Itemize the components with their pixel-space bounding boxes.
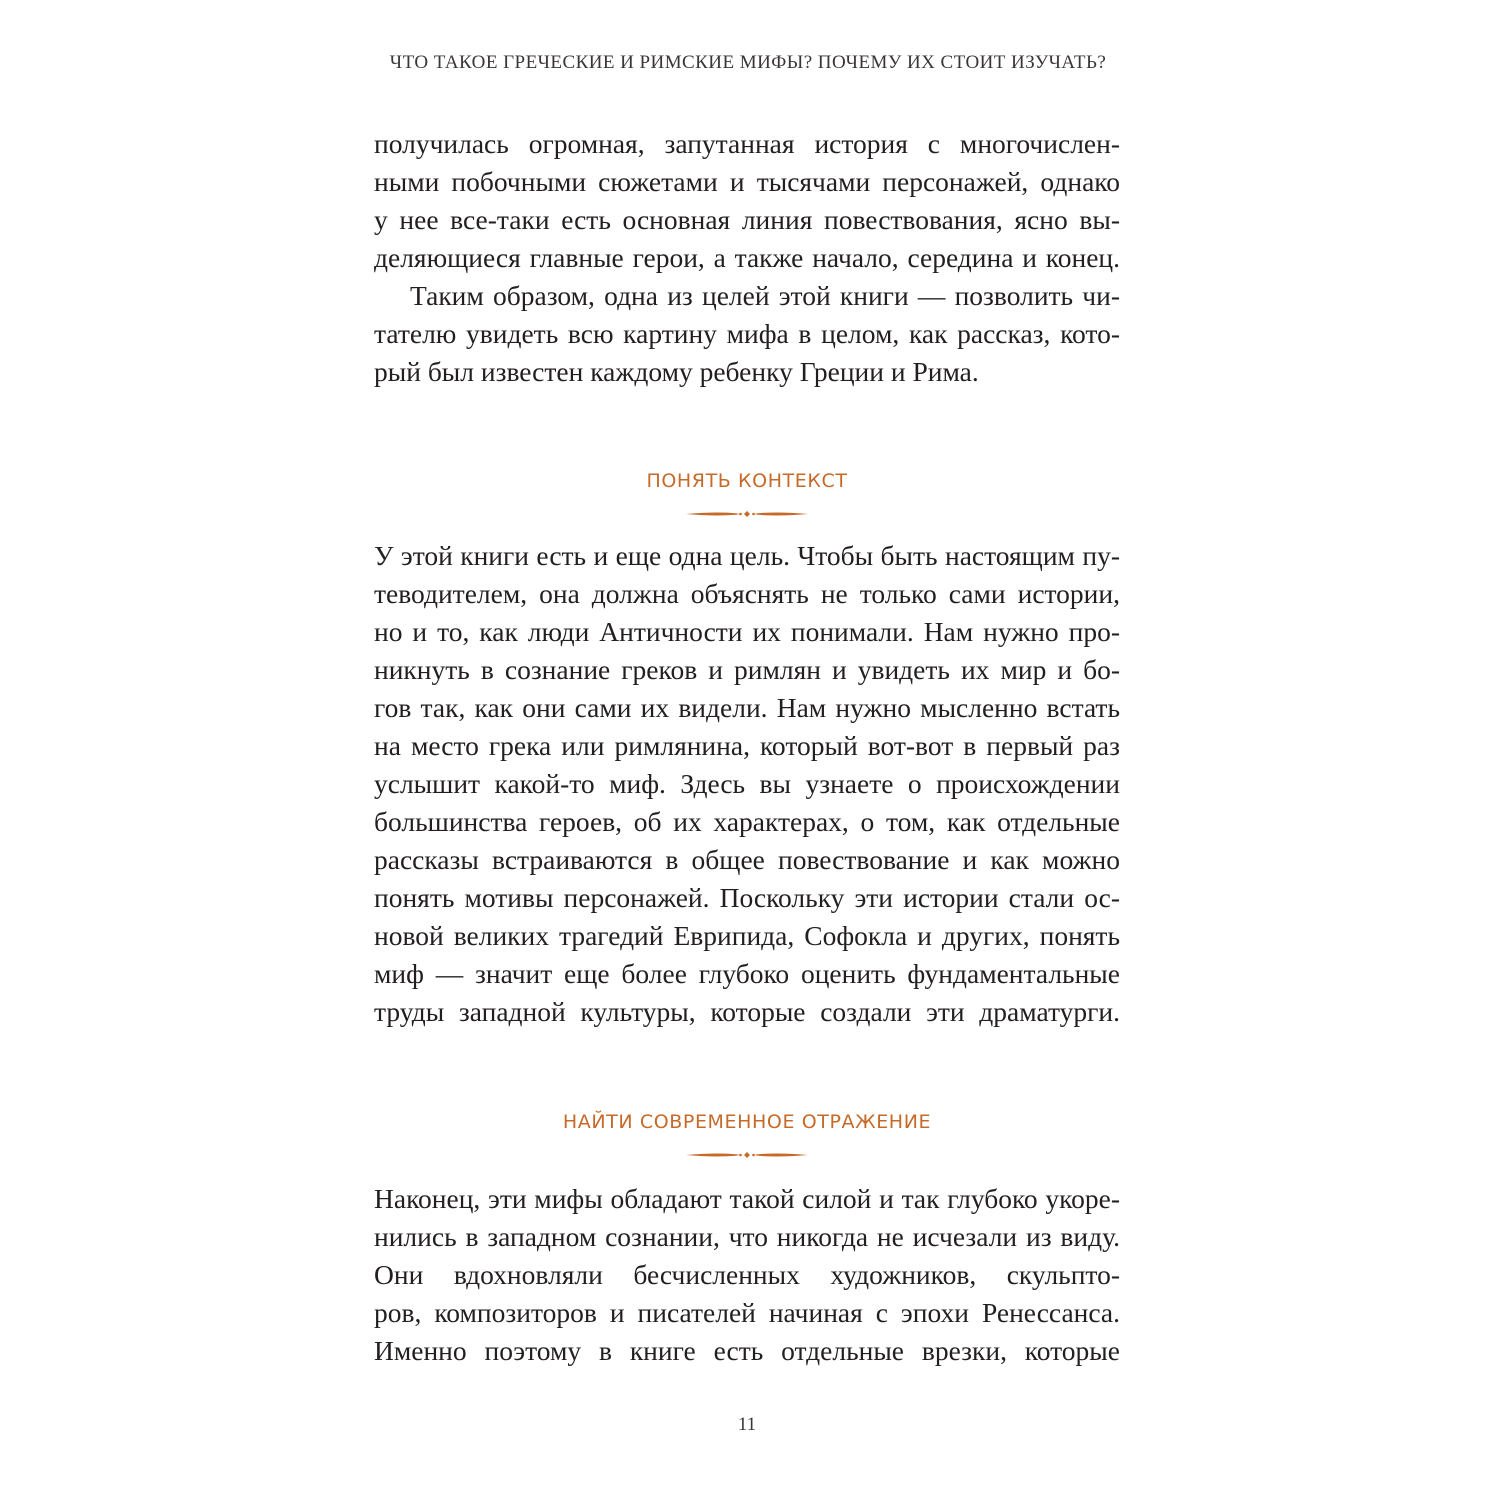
running-head: ЧТО ТАКОЕ ГРЕЧЕСКИЕ И РИМСКИЕ МИФЫ? ПОЧЕМУ ИХ СТОИТ ИЗУЧАТЬ? bbox=[389, 52, 1107, 73]
text-line: большинства героев, об их характерах, о том, как отдельные bbox=[374, 806, 1120, 837]
text-line: нились в западном сознании, что никогда не исчезали из виду. bbox=[374, 1221, 1120, 1252]
section-heading-modern: НАЙТИ СОВРЕМЕННОЕ ОТРАЖЕНИЕ bbox=[562, 1111, 932, 1133]
text-line: рассказы встраиваются в общее повествование и как можно bbox=[374, 844, 1120, 875]
text-line: рый был известен каждому ребенку Греции и Рима. bbox=[374, 356, 979, 387]
text-line: но и то, как люди Античности их понимали. Нам нужно про- bbox=[374, 616, 1120, 647]
text-line: миф — значит еще более глубоко оценить фундаментальные bbox=[374, 958, 1120, 989]
text-line: Они вдохновляли бесчисленных художников, скульпто- bbox=[374, 1259, 1120, 1290]
text-line: понять мотивы персонажей. Поскольку эти истории стали ос- bbox=[374, 882, 1120, 913]
text-line: ными побочными сюжетами и тысячами персонажей, однако bbox=[374, 166, 1120, 197]
text-line: гов так, как они сами их видели. Нам нужно мысленно встать bbox=[374, 692, 1120, 723]
ornament-divider-icon bbox=[684, 508, 810, 520]
text-line: никнуть в сознание греков и римлян и увидеть их мир и бо- bbox=[374, 654, 1120, 685]
ornament-divider-icon bbox=[684, 1149, 810, 1161]
text-line: получилась огромная, запутанная история с многочислен- bbox=[374, 128, 1120, 159]
book-page bbox=[374, 0, 1120, 1500]
text-line: У этой книги есть и еще одна цель. Чтобы быть настоящим пу- bbox=[374, 540, 1120, 571]
text-line: Наконец, эти мифы обладают такой силой и так глубоко укоре- bbox=[374, 1183, 1120, 1214]
text-line: деляющиеся главные герои, а также начало, середина и конец. bbox=[374, 242, 1120, 273]
text-line: у нее все-таки есть основная линия повествования, ясно вы- bbox=[374, 204, 1120, 235]
text-line: Именно поэтому в книге есть отдельные врезки, которые bbox=[374, 1335, 1120, 1366]
text-line: тателю увидеть всю картину мифа в целом, как рассказ, кото- bbox=[374, 318, 1120, 349]
text-line: услышит какой-то миф. Здесь вы узнаете о происхождении bbox=[374, 768, 1120, 799]
page-number: 11 bbox=[737, 1414, 757, 1435]
text-line: труды западной культуры, которые создали эти драматурги. bbox=[374, 996, 1120, 1027]
text-line: новой великих трагедий Еврипида, Софокла и других, понять bbox=[374, 920, 1120, 951]
text-line: ров, композиторов и писателей начиная с эпохи Ренессанса. bbox=[374, 1297, 1120, 1328]
text-line: теводителем, она должна объяснять не только сами истории, bbox=[374, 578, 1120, 609]
text-line: Таким образом, одна из целей этой книги — позволить чи- bbox=[410, 280, 1120, 311]
section-heading-context: ПОНЯТЬ КОНТЕКСТ bbox=[646, 470, 848, 492]
text-line: на место грека или римлянина, который вот-вот в первый раз bbox=[374, 730, 1120, 761]
